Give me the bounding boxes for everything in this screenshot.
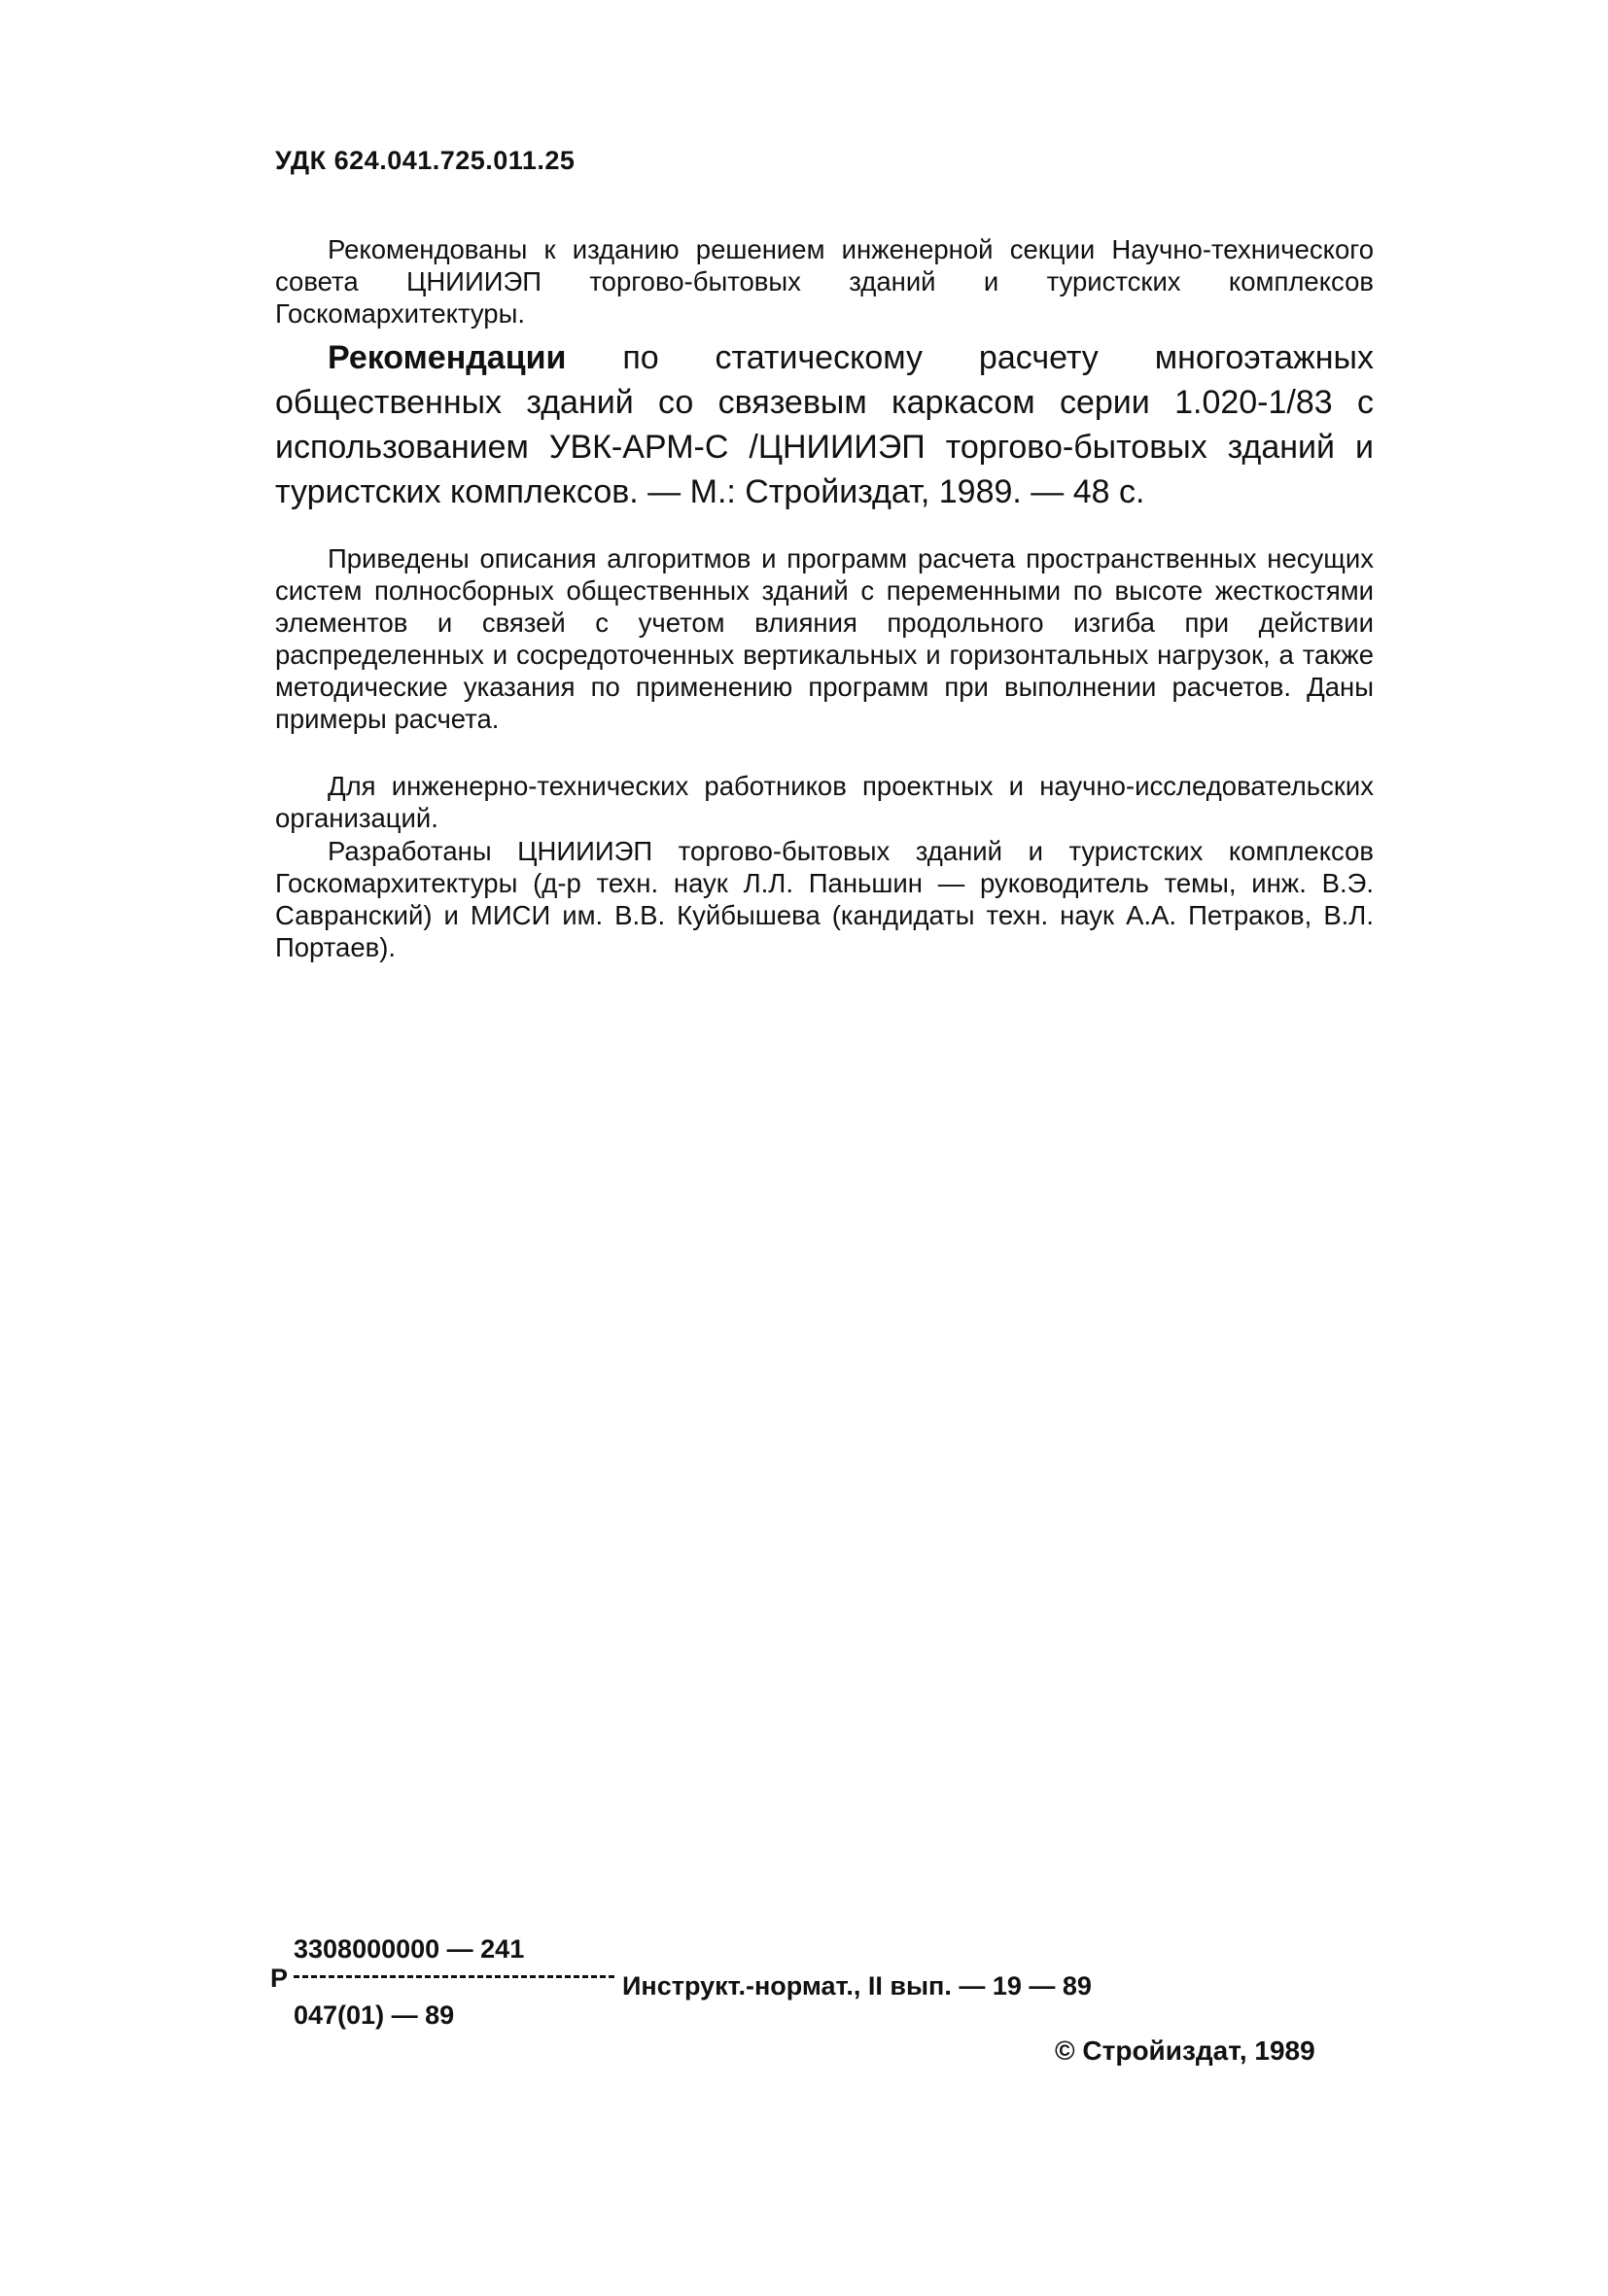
developers-paragraph: Разработаны ЦНИИИЭП торгово-бытовых зданий и туристских комплексов Госкомархитектуры (д-р техн. наук Л.Л. Паньшин — руководитель темы, инж. В.Э. Савранский) и МИСИ им. В.В. Куйбышева (кандидаты техн. наук А.А. Петраков, В.Л. Портаев).: [275, 836, 1374, 962]
imprint-letter: Р: [270, 1964, 289, 1993]
abstract-paragraph: Приведены описания алгоритмов и программ расчета пространственных несущих систем полносборных общественных зданий с переменными по высоте жесткостями элементов и связей с учетом влияния продольного изгиба при действии распределенных и сосредоточенных вертикальных и горизонтальных нагрузок, а также методические указания по применению программ при выполнении расчетов. Даны примеры расчета.: [275, 543, 1374, 734]
copyright-notice: © Стройиздат, 1989: [1055, 2035, 1315, 2066]
imprint-series: Инструкт.-нормат., II вып. — 19 — 89: [622, 1971, 1092, 2000]
udk-code: УДК 624.041.725.011.25: [275, 146, 576, 175]
audience-paragraph: Для инженерно-технических работников проектных и научно-исследовательских организаций.: [275, 771, 1374, 833]
imprint-denominator: 047(01) — 89: [294, 2000, 455, 2030]
annotation-rest: по статическому расчету многоэтажных общественных зданий со связевым каркасом серии 1.020-1/83 с использованием УВК-АРМ-С /ЦНИИИЭП торгово-бытовых зданий и туристских комплексов. — М.: Стройиздат, 1989. — 48 с.: [275, 339, 1374, 510]
bibliographic-annotation: [275, 335, 1374, 514]
annotation-lead: Рекомендации: [328, 339, 567, 376]
recommendation-note: Рекомендованы к изданию решением инженерной секции Научно-технического совета ЦНИИИЭП торгово-бытовых зданий и туристских комплексов Госкомархитектуры.: [275, 234, 1374, 329]
imprint-fraction-rule: [294, 1975, 614, 1978]
imprint-numerator: 3308000000 — 241: [294, 1934, 525, 1964]
